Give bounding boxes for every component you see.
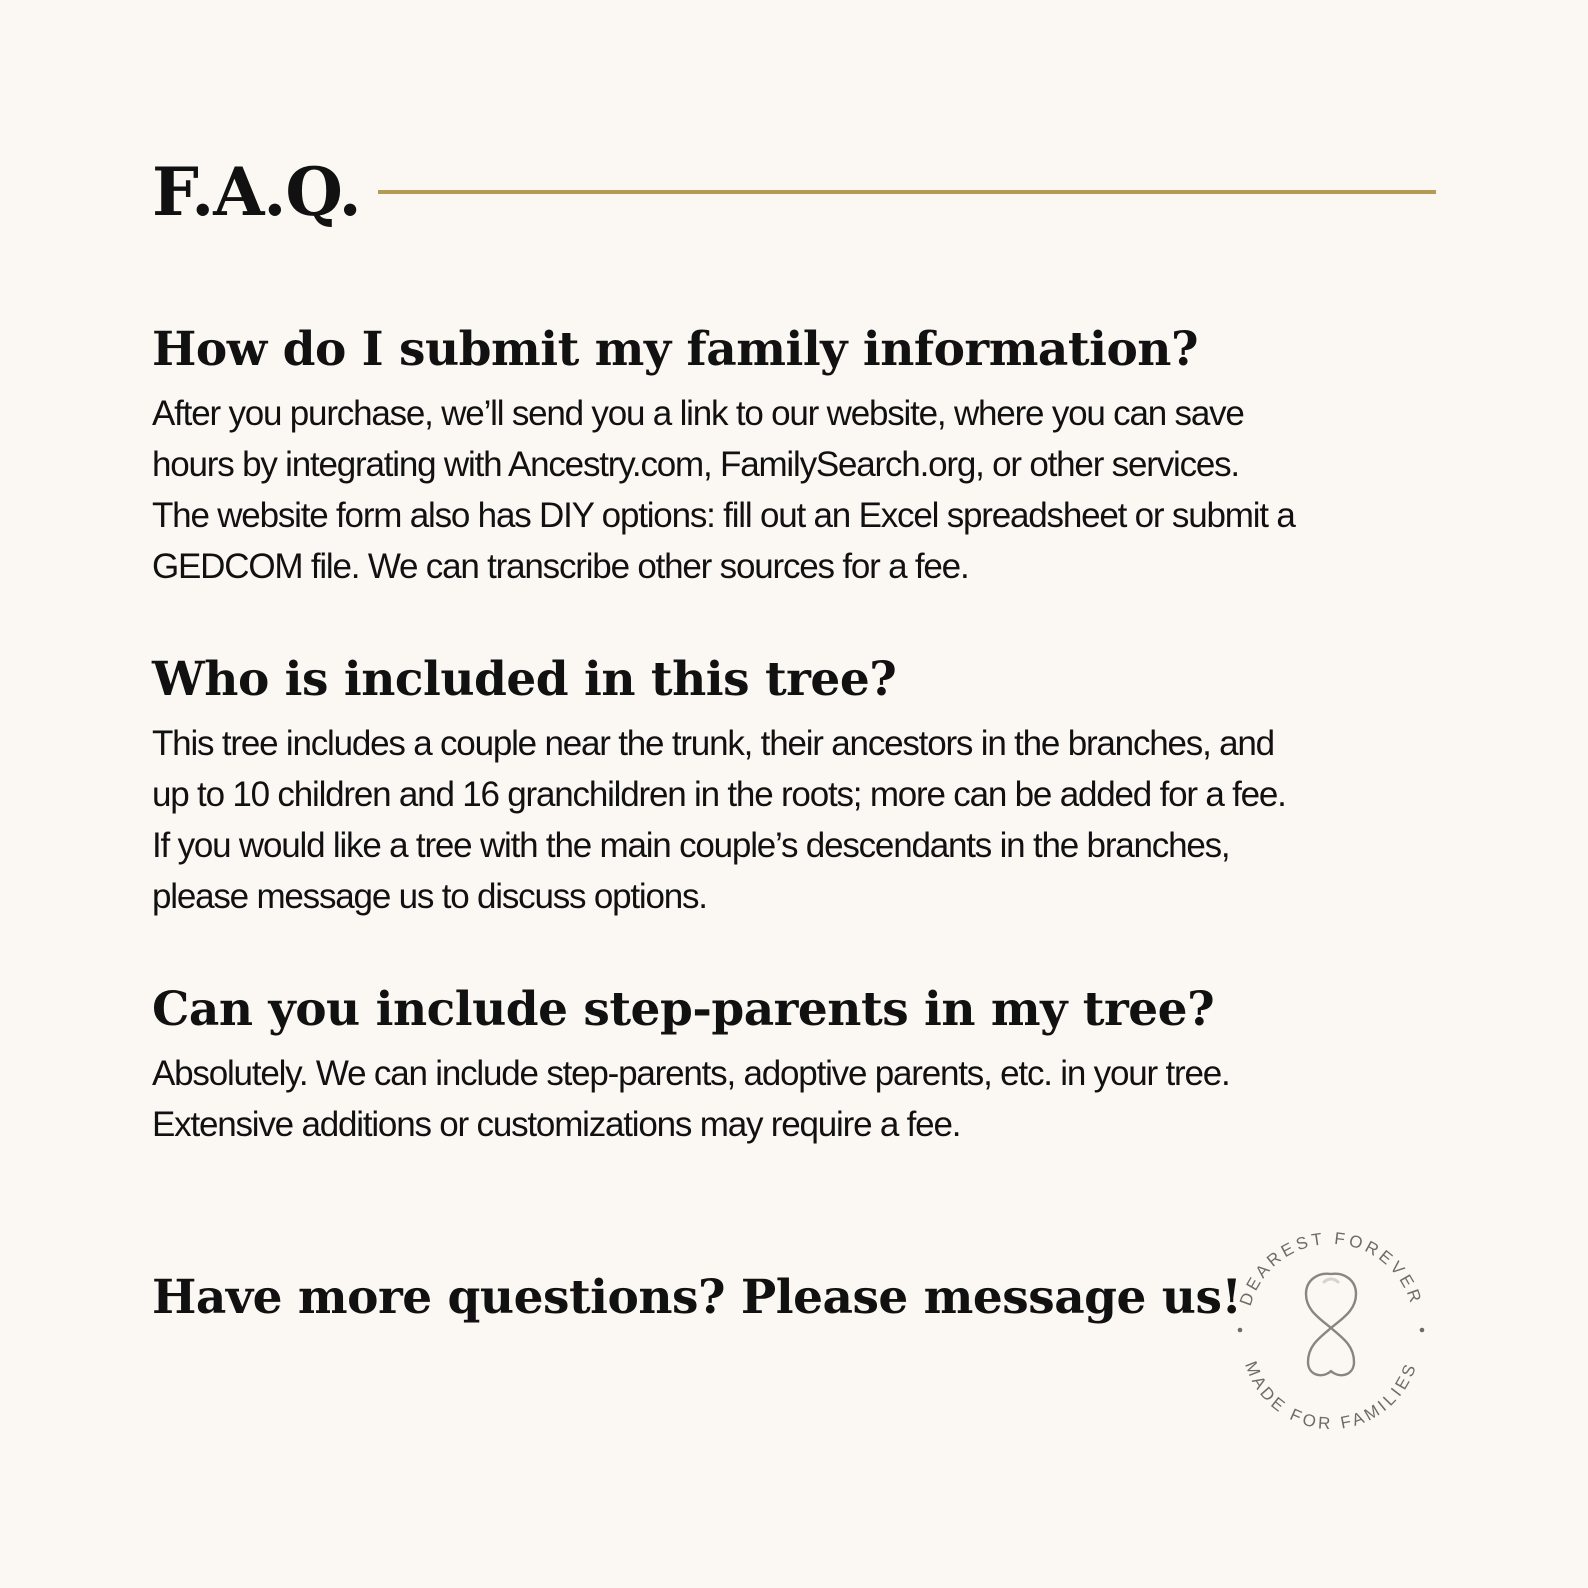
faq-question: How do I submit my family information?: [152, 322, 1199, 377]
answer-line: If you would like a tree with the main couple’s descendants in the branches,: [152, 826, 1230, 865]
answer-line: The website form also has DIY options: fill out an Excel spreadsheet or submit a: [152, 496, 1295, 535]
answer-line: up to 10 children and 16 granchildren in the roots; more can be added for a fee.: [152, 775, 1286, 814]
title-divider: [378, 190, 1436, 194]
brand-seal: [1226, 1222, 1436, 1432]
answer-line: GEDCOM file. We can transcribe other sources for a fee.: [152, 547, 969, 586]
seal-top-text: DEAREST FOREVER: [1236, 1228, 1426, 1309]
faq-item: [152, 318, 1432, 592]
faq-answer: [152, 718, 1432, 922]
answer-line: Extensive additions or customizations may require a fee.: [152, 1105, 961, 1144]
faq-item: [152, 648, 1432, 922]
infinity-heart-icon: [1306, 1274, 1356, 1376]
answer-line: please message us to discuss options.: [152, 877, 707, 916]
answer-line: hours by integrating with Ancestry.com, FamilySearch.org, or other services.: [152, 445, 1239, 484]
faq-item: [152, 978, 1432, 1150]
faq-answer: [152, 388, 1432, 592]
answer-line: This tree includes a couple near the trunk, their ancestors in the branches, and: [152, 724, 1274, 763]
answer-line: Absolutely. We can include step-parents, adoptive parents, etc. in your tree.: [152, 1054, 1230, 1093]
faq-question: Can you include step-parents in my tree?: [152, 982, 1215, 1037]
seal-dot-left: [1238, 1328, 1243, 1333]
faq-answer: [152, 1048, 1432, 1150]
answer-line: After you purchase, we’ll send you a link to our website, where you can save: [152, 394, 1244, 433]
seal-dot-right: [1420, 1328, 1425, 1333]
closing-call-to-action: Have more questions? Please message us!: [152, 1270, 1242, 1325]
page-title: F.A.Q.: [152, 153, 361, 231]
seal-bottom-text: MADE FOR FAMILIES: [1241, 1358, 1421, 1432]
faq-question: Who is included in this tree?: [152, 652, 897, 707]
